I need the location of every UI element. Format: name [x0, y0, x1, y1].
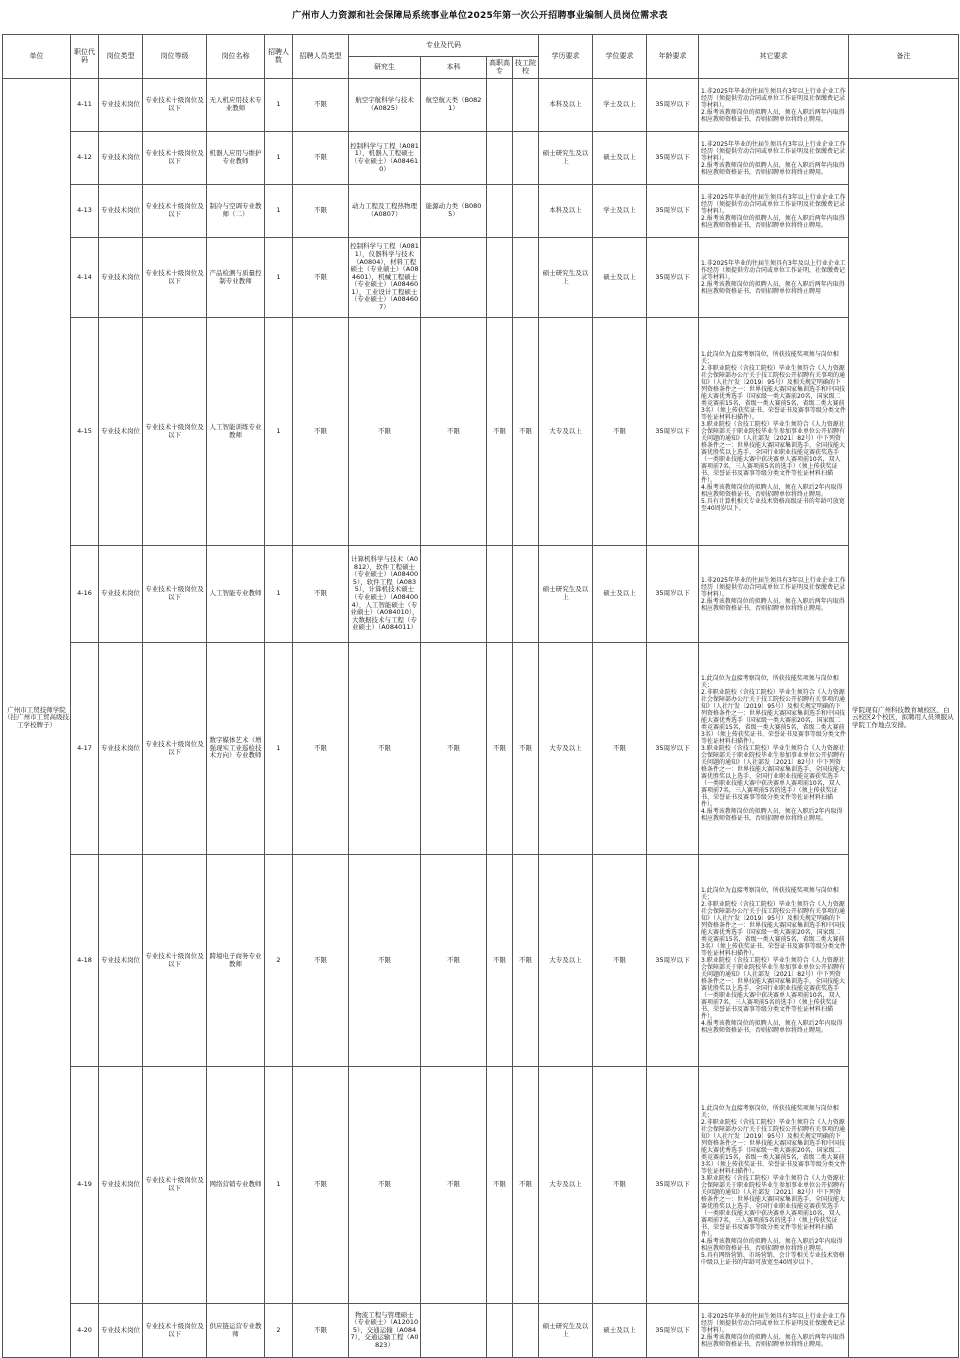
cell-people: 不限 [293, 546, 349, 643]
cell-code: 4-16 [71, 546, 99, 643]
cell-code: 4-20 [71, 1304, 99, 1358]
cell-age: 35周岁以下 [647, 546, 699, 643]
cell-level: 专业技术十级岗位及以下 [143, 1304, 207, 1358]
cell-tech-school [513, 546, 539, 643]
header-grad: 研究生 [349, 57, 421, 79]
cell-code: 4-17 [71, 643, 99, 855]
cell-people: 不限 [293, 1304, 349, 1358]
cell-bachelor: 能源动力类（B0805） [421, 185, 487, 238]
cell-other: 1.非2025年毕业的往届生须具有3年及以上行业企业工作经历（须提供劳动合同或单位工作证明，社保缴费记录等材料）。 2.报考该教师岗位的拟聘人员，须在入职后两年内取得相应教师资格证书，否则招聘单位将终止聘用 [699, 238, 849, 318]
cell-degree: 不限 [593, 855, 647, 1067]
header-bachelor: 本科 [421, 57, 487, 79]
cell-grad: 航空宇航科学与技术（A0825） [349, 79, 421, 132]
cell-people: 不限 [293, 79, 349, 132]
cell-other: 1.非2025年毕业的往届生须具有3年以上行业企业工作经历（须提供劳动合同或单位工作证明及社保缴费记录等材料）。 2.报考该教师岗位的拟聘人员，须在入职后两年内取得相应教师资格证书，否则招聘单位将终止聘用。 [699, 79, 849, 132]
header-tech-school: 技工院校 [513, 57, 539, 79]
cell-bachelor [421, 546, 487, 643]
cell-count: 1 [265, 79, 293, 132]
header-code: 职位代码 [71, 35, 99, 79]
header-row-1 [3, 35, 959, 57]
cell-count: 2 [265, 855, 293, 1067]
cell-code: 4-12 [71, 132, 99, 185]
cell-count: 1 [265, 1067, 293, 1304]
cell-edu: 硕士研究生及以上 [539, 1304, 593, 1358]
header-count: 招聘人数 [265, 35, 293, 79]
cell-tech-school: 不限 [513, 318, 539, 546]
cell-code: 4-14 [71, 238, 99, 318]
cell-bachelor [421, 132, 487, 185]
cell-count: 1 [265, 238, 293, 318]
cell-code: 4-11 [71, 79, 99, 132]
cell-name: 机器人应用与维护专业教师 [207, 132, 265, 185]
cell-name: 跨境电子商务专业教师 [207, 855, 265, 1067]
cell-type: 专业技术岗位 [99, 1304, 143, 1358]
cell-count: 1 [265, 318, 293, 546]
cell-code: 4-13 [71, 185, 99, 238]
cell-edu: 硕士研究生及以上 [539, 238, 593, 318]
cell-edu: 硕士研究生及以上 [539, 132, 593, 185]
cell-type: 专业技术岗位 [99, 1067, 143, 1304]
cell-level: 专业技术十级岗位及以下 [143, 1067, 207, 1304]
header-name: 岗位名称 [207, 35, 265, 79]
header-level: 岗位等级 [143, 35, 207, 79]
cell-bachelor [421, 1304, 487, 1358]
cell-higher-voc [487, 238, 513, 318]
table-body [3, 79, 959, 1358]
cell-other: 1.此岗位为直接考察岗位，所获技能奖项须与岗位相关； 2.非职业院校（含技工院校）毕业生须符合《人力资源社会保障部办公厅关于技工院校公开招聘有关事项的通知》（人社厅发〔2019〕95号）及相关规定明确的下列资格条件之一：世界技能大赛国家集训选手和中国技能大赛优秀选手（国家级一类大赛前20名，国家级二类竞赛前15名，省级一类大赛前5名，省级二类大赛前3名）（须上传获奖证书、荣誉证书及赛事等级分类文件等佐证材料扫描件）。 3.职业院校（含技工院校）毕业生须符合《人力资源社会保障部关于职业院校毕业生参加事业单位公开招聘有关问题的通知》（人社部发〔2021〕82号）中下列资格条件之一：世界技能大赛国家集训选手、全国技能大赛优胜奖以上选手、全国行业职业技能竞赛获奖选手（一类职业技能大赛中获决赛单人赛项前10名，双人赛项前7名，三人赛项前5名的选手）（须上传获奖证书、荣誉证书及赛事等级分类文件等佐证材料扫描件）。 4.报考该教师岗位的拟聘人员，须在入职后2年内取得相应教师资格证书，否则招聘单位将终止聘用。 5.具有计算机相关专业技术资格高级证书的年龄可放宽至40周岁以下。 [699, 318, 849, 546]
cell-age: 35周岁以下 [647, 79, 699, 132]
table-row [3, 643, 959, 855]
remark-cell: 学院现有广州科技教育城校区、白云校区2个校区，拟聘用人员须服从学院工作地点安排。 [849, 79, 959, 1358]
cell-people: 不限 [293, 318, 349, 546]
cell-grad: 控制科学与工程（A0811），机器人工程硕士（专业硕士）（A084610） [349, 132, 421, 185]
cell-age: 35周岁以下 [647, 132, 699, 185]
header-people: 招聘人员类型 [293, 35, 349, 79]
table-row [3, 238, 959, 318]
cell-name: 数字媒体艺术（增强现实工业巡检技术方向）专业教师 [207, 643, 265, 855]
cell-degree: 硕士及以上 [593, 238, 647, 318]
cell-type: 专业技术岗位 [99, 643, 143, 855]
cell-tech-school: 不限 [513, 643, 539, 855]
cell-tech-school [513, 79, 539, 132]
cell-higher-voc [487, 185, 513, 238]
cell-higher-voc [487, 1304, 513, 1358]
cell-age: 35周岁以下 [647, 185, 699, 238]
cell-higher-voc [487, 132, 513, 185]
header-other: 其它要求 [699, 35, 849, 79]
header-higher-voc: 高职高专 [487, 57, 513, 79]
header-major-group: 专业及代码 [349, 35, 539, 57]
cell-degree: 不限 [593, 318, 647, 546]
cell-edu: 本科及以上 [539, 185, 593, 238]
cell-grad: 控制科学与工程（A0811），仪器科学与技术（A0804），材料工程硕士（专业硕士）（A084601），机械工程硕士（专业硕士）（A084601），工业设计工程硕士（专业硕士）（A084607） [349, 238, 421, 318]
cell-bachelor [421, 238, 487, 318]
cell-grad: 动力工程及工程热物理（A0807） [349, 185, 421, 238]
cell-code: 4-15 [71, 318, 99, 546]
cell-age: 35周岁以下 [647, 318, 699, 546]
cell-degree: 硕士及以上 [593, 132, 647, 185]
cell-level: 专业技术十级岗位及以下 [143, 132, 207, 185]
cell-other: 1.非2025年毕业的往届生须具有3年以上行业企业工作经历（须提供劳动合同或单位工作证明及社保缴费记录等材料）。 2.报考该教师岗位的拟聘人员，须在入职后两年内取得相应教师资格证书，否则招聘单位将终止聘用。 [699, 132, 849, 185]
cell-higher-voc [487, 546, 513, 643]
cell-other: 1.此岗位为直接考察岗位，所获技能奖项须与岗位相关； 2.非职业院校（含技工院校）毕业生须符合《人力资源社会保障部办公厅关于技工院校公开招聘有关事项的通知》（人社厅发〔2019〕95号）及相关规定明确的下列资格条件之一：世界技能大赛国家集训选手和中国技能大赛优秀选手（国家级一类大赛前20名，国家级二类竞赛前15名，省级一类大赛前5名，省级二类大赛前3名）（须上传获奖证书、荣誉证书及赛事等级分类文件等佐证材料扫描件）。 3.职业院校（含技工院校）毕业生须符合《人力资源社会保障部关于职业院校毕业生参加事业单位公开招聘有关问题的通知》（人社部发〔2021〕82号）中下列资格条件之一：世界技能大赛国家集训选手、全国技能大赛优胜奖以上选手、全国行业职业技能竞赛获奖选手（一类职业技能大赛中获决赛单人赛项前10名，双人赛项前7名，三人赛项前5名的选手）（须上传获奖证书、荣誉证书及赛事等级分类文件等佐证材料扫描件）。 4.报考该教师岗位的拟聘人员，须在入职后2年内取得相应教师资格证书，否则招聘单位将终止聘用。 [699, 643, 849, 855]
cell-code: 4-19 [71, 1067, 99, 1304]
table-row [3, 1067, 959, 1304]
table-row [3, 546, 959, 643]
cell-bachelor: 航空航天类（B0821） [421, 79, 487, 132]
cell-tech-school [513, 185, 539, 238]
table-row [3, 185, 959, 238]
recruitment-table [2, 34, 959, 1358]
header-unit: 单位 [3, 35, 71, 79]
cell-age: 35周岁以下 [647, 1304, 699, 1358]
cell-bachelor: 不限 [421, 1067, 487, 1304]
cell-tech-school: 不限 [513, 855, 539, 1067]
cell-people: 不限 [293, 238, 349, 318]
cell-type: 专业技术岗位 [99, 79, 143, 132]
cell-name: 供应链运营专业教师 [207, 1304, 265, 1358]
cell-level: 专业技术十级岗位及以下 [143, 643, 207, 855]
cell-other: 1.此岗位为直接考察岗位，所获技能奖项须与岗位相关； 2.非职业院校（含技工院校）毕业生须符合《人力资源社会保障部办公厅关于技工院校公开招聘有关事项的通知》（人社厅发〔2019〕95号）及相关规定明确的下列资格条件之一：世界技能大赛国家集训选手和中国技能大赛优秀选手（国家级一类大赛前20名，国家级二类竞赛前15名，省级一类大赛前5名，省级二类大赛前3名）（须上传获奖证书、荣誉证书及赛事等级分类文件等佐证材料扫描件）。 3.职业院校（含技工院校）毕业生须符合《人力资源社会保障部关于职业院校毕业生参加事业单位公开招聘有关问题的通知》（人社部发〔2021〕82号）中下列资格条件之一：世界技能大赛国家集训选手、全国技能大赛优胜奖以上选手、全国行业职业技能竞赛获奖选手（一类职业技能大赛中获决赛单人赛项前10名，双人赛项前7名，三人赛项前5名的选手）（须上传获奖证书、荣誉证书及赛事等级分类文件等佐证材料扫描件）。 4.报考该教师岗位的拟聘人员，须在入职后2年内取得相应教师资格证书，否则招聘单位将终止聘用。 5.具有网络营销、市场营销、会计等相关专业技术资格中级以上证书的年龄可放宽至40周岁以下。 [699, 1067, 849, 1304]
table-row [3, 1304, 959, 1358]
header-remark: 备注 [849, 35, 959, 79]
cell-count: 2 [265, 1304, 293, 1358]
cell-name: 人工智能专业教师 [207, 546, 265, 643]
cell-code: 4-18 [71, 855, 99, 1067]
cell-people: 不限 [293, 643, 349, 855]
cell-count: 1 [265, 185, 293, 238]
cell-level: 专业技术十级岗位及以下 [143, 79, 207, 132]
cell-bachelor: 不限 [421, 318, 487, 546]
cell-edu: 硕士研究生及以上 [539, 546, 593, 643]
table-row [3, 318, 959, 546]
header-degree: 学位要求 [593, 35, 647, 79]
cell-other: 1.非2025年毕业的往届生须具有3年以上行业企业工作经历（须提供劳动合同或单位工作证明及社保缴费记录等材料）。 2.报考该教师岗位的拟聘人员，须在入职后两年内取得相应教师资格证书，否则招聘单位将终止聘用。 [699, 185, 849, 238]
cell-type: 专业技术岗位 [99, 238, 143, 318]
cell-age: 35周岁以下 [647, 238, 699, 318]
cell-type: 专业技术岗位 [99, 546, 143, 643]
cell-degree: 不限 [593, 1067, 647, 1304]
cell-count: 1 [265, 546, 293, 643]
cell-level: 专业技术十级岗位及以下 [143, 546, 207, 643]
cell-degree: 学士及以上 [593, 79, 647, 132]
header-type: 岗位类型 [99, 35, 143, 79]
cell-name: 制冷与空调专业教师（二） [207, 185, 265, 238]
cell-name: 人工智能训练专业教师 [207, 318, 265, 546]
cell-degree: 学士及以上 [593, 185, 647, 238]
cell-people: 不限 [293, 855, 349, 1067]
cell-age: 35周岁以下 [647, 1067, 699, 1304]
cell-type: 专业技术岗位 [99, 855, 143, 1067]
cell-tech-school [513, 238, 539, 318]
cell-edu: 大专及以上 [539, 643, 593, 855]
cell-people: 不限 [293, 185, 349, 238]
cell-higher-voc [487, 79, 513, 132]
cell-type: 专业技术岗位 [99, 318, 143, 546]
header-edu: 学历要求 [539, 35, 593, 79]
cell-name: 产品检测与质量控制专业教师 [207, 238, 265, 318]
unit-name-cell: 广州市工贸技师学院（挂广州市工贸高级技工学校牌子） [3, 79, 71, 1358]
cell-level: 专业技术十级岗位及以下 [143, 855, 207, 1067]
cell-degree: 不限 [593, 643, 647, 855]
cell-type: 专业技术岗位 [99, 132, 143, 185]
cell-tech-school [513, 132, 539, 185]
cell-level: 专业技术十级岗位及以下 [143, 238, 207, 318]
cell-type: 专业技术岗位 [99, 185, 143, 238]
cell-higher-voc: 不限 [487, 318, 513, 546]
cell-bachelor: 不限 [421, 643, 487, 855]
cell-degree: 硕士及以上 [593, 546, 647, 643]
cell-edu: 大专及以上 [539, 855, 593, 1067]
cell-higher-voc: 不限 [487, 1067, 513, 1304]
cell-higher-voc: 不限 [487, 643, 513, 855]
cell-grad: 计算机科学与技术（A0812），软件工程硕士（专业硕士）（A084005），软件工程（A0835），计算机技术硕士（专业硕士）（A084004），人工智能硕士（专业硕士）（A084010），大数据技术与工程（专业硕士）（A084011） [349, 546, 421, 643]
cell-other: 1.非2025年毕业的往届生须具有3年以上行业企业工作经历（须提供劳动合同或单位工作证明及社保缴费记录等材料）。 2.报考该教师岗位的拟聘人员，须在入职后两年内取得相应教师资格证书，否则招聘单位将终止聘用。 [699, 546, 849, 643]
cell-grad: 不限 [349, 1067, 421, 1304]
cell-count: 1 [265, 643, 293, 855]
cell-people: 不限 [293, 132, 349, 185]
cell-age: 35周岁以下 [647, 643, 699, 855]
cell-grad: 不限 [349, 855, 421, 1067]
header-age: 年龄要求 [647, 35, 699, 79]
cell-people: 不限 [293, 1067, 349, 1304]
cell-degree: 硕士及以上 [593, 1304, 647, 1358]
cell-other: 1.非2025年毕业的往届生须具有3年以上行业企业工作经历（须提供劳动合同或单位工作证明及社保缴费记录等材料）。 2.报考该教师岗位的拟聘人员，须在入职后两年内取得相应教师资格证书，否则招聘单位将终止聘用。 [699, 1304, 849, 1358]
cell-edu: 本科及以上 [539, 79, 593, 132]
table-header [3, 35, 959, 79]
cell-edu: 大专及以上 [539, 318, 593, 546]
cell-higher-voc: 不限 [487, 855, 513, 1067]
page-title: 广州市人力资源和社会保障局系统事业单位2025年第一次公开招聘事业编制人员岗位需求表 [292, 11, 668, 21]
cell-grad: 不限 [349, 318, 421, 546]
cell-name: 网络营销专业教师 [207, 1067, 265, 1304]
cell-edu: 大专及以上 [539, 1067, 593, 1304]
cell-count: 1 [265, 132, 293, 185]
cell-grad: 物流工程与管理硕士（专业硕士）（A120105），交通运输（A0847），交通运输工程（A0823） [349, 1304, 421, 1358]
cell-tech-school: 不限 [513, 1067, 539, 1304]
cell-name: 无人机应用技术专业教师 [207, 79, 265, 132]
cell-age: 35周岁以下 [647, 855, 699, 1067]
cell-other: 1.此岗位为直接考察岗位，所获技能奖项须与岗位相关； 2.非职业院校（含技工院校）毕业生须符合《人力资源社会保障部办公厅关于技工院校公开招聘有关事项的通知》（人社厅发〔2019〕95号）及相关规定明确的下列资格条件之一：世界技能大赛国家集训选手和中国技能大赛优秀选手（国家级一类大赛前20名，国家级二类竞赛前15名，省级一类大赛前5名，省级二类大赛前3名）（须上传获奖证书、荣誉证书及赛事等级分类文件等佐证材料扫描件）。 3.职业院校（含技工院校）毕业生须符合《人力资源社会保障部关于职业院校毕业生参加事业单位公开招聘有关问题的通知》（人社部发〔2021〕82号）中下列资格条件之一：世界技能大赛国家集训选手、全国技能大赛优胜奖以上选手、全国行业职业技能竞赛获奖选手（一类职业技能大赛中获决赛单人赛项前10名，双人赛项前7名，三人赛项前5名的选手）（须上传获奖证书、荣誉证书及赛事等级分类文件等佐证材料扫描件）。 4.报考该教师岗位的拟聘人员，须在入职后2年内取得相应教师资格证书，否则招聘单位将终止聘用。 [699, 855, 849, 1067]
cell-tech-school [513, 1304, 539, 1358]
table-row [3, 132, 959, 185]
cell-grad: 不限 [349, 643, 421, 855]
cell-level: 专业技术十级岗位及以下 [143, 318, 207, 546]
cell-bachelor: 不限 [421, 855, 487, 1067]
cell-level: 专业技术十级岗位及以下 [143, 185, 207, 238]
table-row [3, 79, 959, 132]
table-row [3, 855, 959, 1067]
